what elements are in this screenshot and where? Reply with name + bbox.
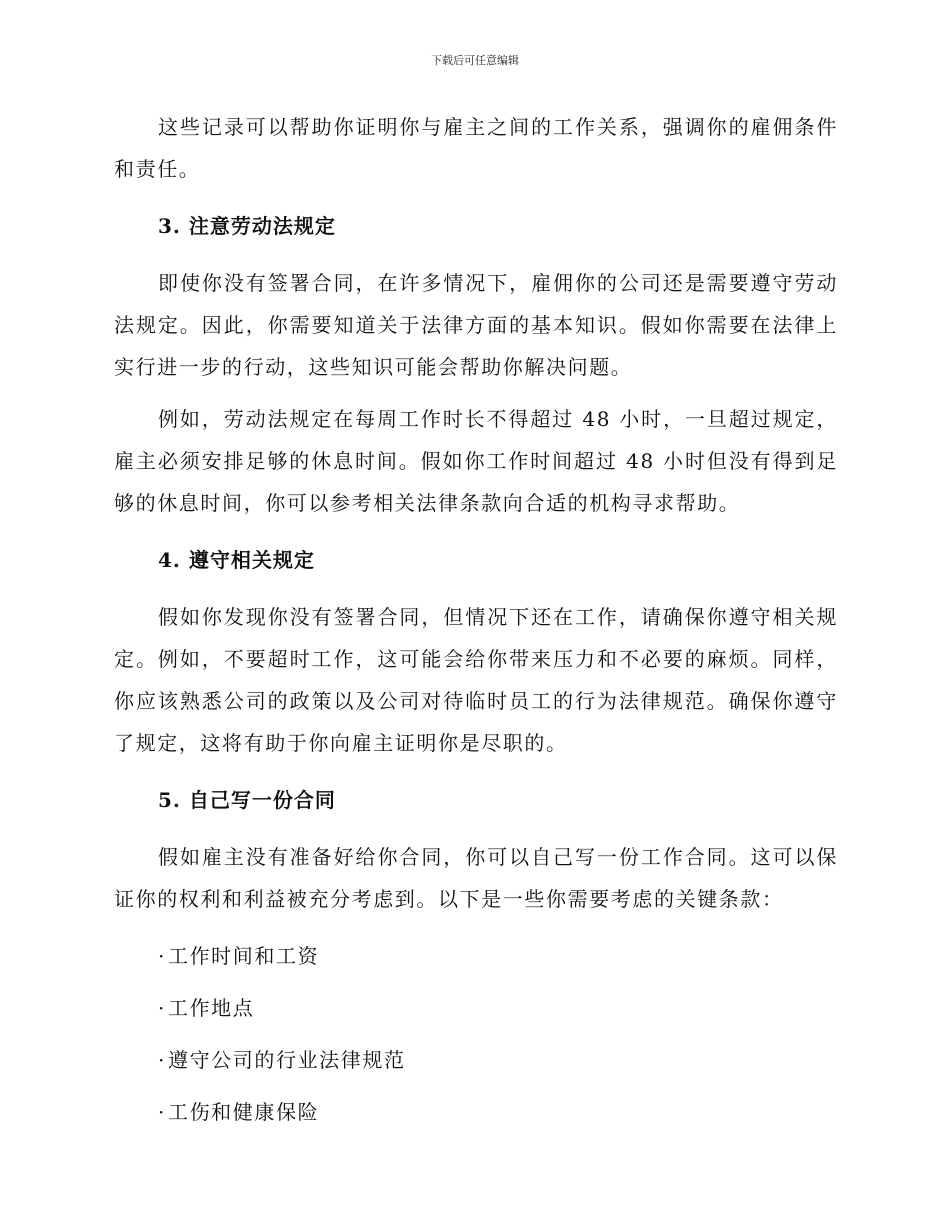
bullet-icon: · bbox=[158, 996, 166, 1020]
list-item bbox=[114, 930, 838, 982]
section-heading-4: 4. 遵守相关规定 bbox=[158, 548, 315, 572]
page-header: 下载后可任意编辑 bbox=[431, 54, 519, 67]
list-item-text: 遵守公司的行业法律规范 bbox=[167, 1048, 406, 1072]
bullet-icon: · bbox=[158, 944, 166, 968]
list-item bbox=[114, 982, 838, 1034]
paragraph-records: 这些记录可以帮助你证明你与雇主之间的工作关系，强调你的雇佣条件和责任。 bbox=[114, 115, 838, 181]
section-heading-5: 5. 自己写一份合同 bbox=[158, 788, 336, 812]
section-heading-3: 3. 注意劳动法规定 bbox=[158, 214, 336, 238]
paragraph-write-contract: 假如雇主没有准备好给你合同，你可以自己写一份工作合同。这可以保证你的权利和利益被充分考虑到。以下是一些你需要考虑的关键条款： bbox=[114, 845, 838, 911]
list-item bbox=[114, 1034, 838, 1086]
bullet-icon: · bbox=[158, 1048, 166, 1072]
paragraph-labor-law: 即使你没有签署合同，在许多情况下，雇佣你的公司还是需要遵守劳动法规定。因此，你需要知道关于法律方面的基本知识。假如你需要在法律上实行进一步的行动，这些知识可能会帮助你解决问题。 bbox=[114, 271, 838, 379]
paragraph-comply-rules: 假如你发现你没有签署合同，但情况下还在工作，请确保你遵守相关规定。例如，不要超时工作，这可能会给你带来压力和不必要的麻烦。同样，你应该熟悉公司的政策以及公司对待临时员工的行为法律规范。确保你遵守了规定，这将有助于你向雇主证明你是尽职的。 bbox=[114, 605, 838, 755]
bullet-icon: · bbox=[158, 1100, 166, 1124]
list-item-text: 工伤和健康保险 bbox=[167, 1100, 320, 1124]
paragraph-working-hours: 例如，劳动法规定在每周工作时长不得超过 48 小时，一旦超过规定，雇主必须安排足够的休息时间。假如你工作时间超过 48 小时但没有得到足够的休息时间，你可以参考相关法律条款向合适的机构寻求帮助。 bbox=[114, 407, 838, 515]
list-item-text: 工作时间和工资 bbox=[167, 944, 320, 968]
document-body bbox=[114, 106, 838, 1138]
list-item-text: 工作地点 bbox=[167, 996, 255, 1020]
list-item bbox=[114, 1086, 838, 1138]
